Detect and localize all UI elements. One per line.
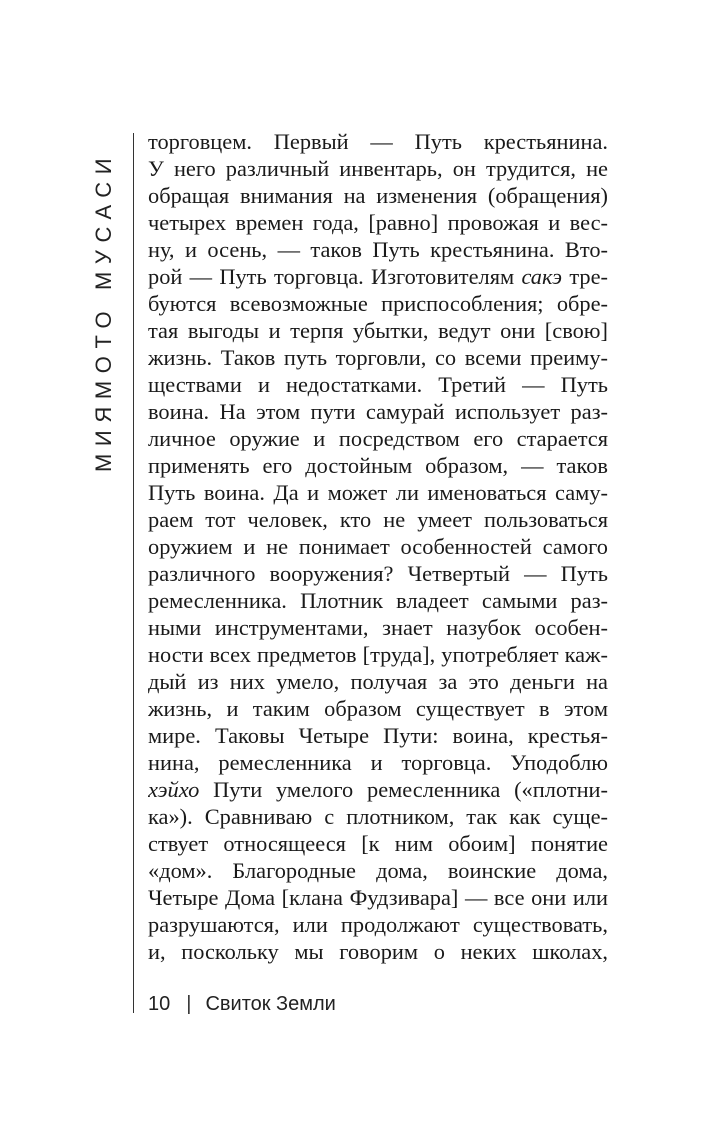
text-line: [148, 884, 608, 911]
text-run: воина. На этом пути самурай использует раз-: [148, 399, 608, 424]
text-run: личное оружие и посредством его старается: [148, 426, 608, 451]
text-line: [148, 749, 608, 776]
text-run: различного вооружения? Четвертый — Путь: [148, 561, 608, 586]
text-line: [148, 560, 608, 587]
text-line: [148, 695, 608, 722]
italic-term: хэйхо: [148, 777, 200, 802]
text-line: [148, 857, 608, 884]
text-run: Четыре Дома [клана Фудзивара] — все они или: [148, 885, 608, 910]
text-run: жизнь. Таков путь торговли, со всеми преиму-: [148, 345, 608, 370]
text-line: [148, 317, 608, 344]
text-line: [148, 776, 608, 803]
text-line: [148, 938, 608, 965]
text-line: [148, 236, 608, 263]
text-run: тре-: [562, 264, 608, 289]
text-line: [148, 533, 608, 560]
text-line: [148, 452, 608, 479]
page-number: 10: [148, 993, 171, 1015]
text-line: [148, 803, 608, 830]
text-run: ну, и осень, — таков Путь крестьянина. Вто-: [148, 237, 608, 262]
text-run: ремесленника. Плотник владеет самыми раз-: [148, 588, 608, 613]
text-run: мире. Таковы Четыре Пути: воина, крестья-: [148, 723, 608, 748]
text-run: жизнь, и таким образом существует в этом: [148, 696, 608, 721]
text-run: рой — Путь торговца. Изготовителям: [148, 264, 522, 289]
text-line: [148, 614, 608, 641]
text-run: разрушаются, или продолжают существовать,: [148, 912, 608, 937]
footer: [148, 990, 336, 1018]
text-line: [148, 722, 608, 749]
text-run: «дом». Благородные дома, воинские дома,: [148, 858, 608, 883]
text-run: ка»). Сравниваю с плотником, так как суще-: [148, 804, 608, 829]
text-run: дый из них умело, получая за это деньги на: [148, 669, 608, 694]
section-title: Свиток Земли: [205, 993, 336, 1015]
text-line: [148, 830, 608, 857]
text-line: [148, 668, 608, 695]
text-run: и, поскольку мы говорим о неких школах,: [148, 939, 608, 964]
text-line: [148, 911, 608, 938]
text-line: [148, 290, 608, 317]
text-run: У него различный инвентарь, он трудится, не: [148, 156, 608, 181]
text-run: обращая внимания на изменения (обращения): [148, 183, 608, 208]
text-line: [148, 479, 608, 506]
text-line: [148, 587, 608, 614]
text-run: ности всех предметов [труда], употребляет каж-: [148, 642, 608, 667]
text-run: торговцем. Первый — Путь крестьянина.: [148, 129, 608, 154]
text-line: [148, 371, 608, 398]
text-line: [148, 263, 608, 290]
text-run: Путь воина. Да и может ли именоваться саму-: [148, 480, 608, 505]
text-run: буются всевозможные приспособления; обре-: [148, 291, 608, 316]
text-line: [148, 155, 608, 182]
text-run: оружием и не понимает особенностей самого: [148, 534, 608, 559]
text-run: раем тот человек, кто не умеет пользоваться: [148, 507, 608, 532]
text-run: Пути умелого ремесленника («плотни-: [199, 777, 608, 802]
margin-rule: [133, 133, 134, 1013]
body-text: [148, 128, 608, 965]
text-line: [148, 209, 608, 236]
text-line: [148, 344, 608, 371]
text-line: [148, 506, 608, 533]
footer-separator: |: [186, 993, 192, 1015]
text-line: [148, 425, 608, 452]
text-run: четырех времен года, [равно] провожая и вес-: [148, 210, 608, 235]
text-run: ствует относящееся [к ним обоим] понятие: [148, 831, 608, 856]
italic-term: сакэ: [521, 264, 563, 289]
text-line: [148, 182, 608, 209]
text-run: тая выгоды и терпя убытки, ведут они [свою]: [148, 318, 608, 343]
text-run: ными инструментами, знает назубок особен-: [148, 615, 608, 640]
text-line: [148, 398, 608, 425]
text-line: [148, 641, 608, 668]
text-run: нина, ремесленника и торговца. Уподоблю: [148, 750, 608, 775]
text-run: ществами и недостатками. Третий — Путь: [148, 372, 608, 397]
running-head-author: МИЯМОТО МУСАСИ: [91, 150, 116, 472]
text-run: применять его достойным образом, — таков: [148, 453, 608, 478]
text-line: [148, 128, 608, 155]
